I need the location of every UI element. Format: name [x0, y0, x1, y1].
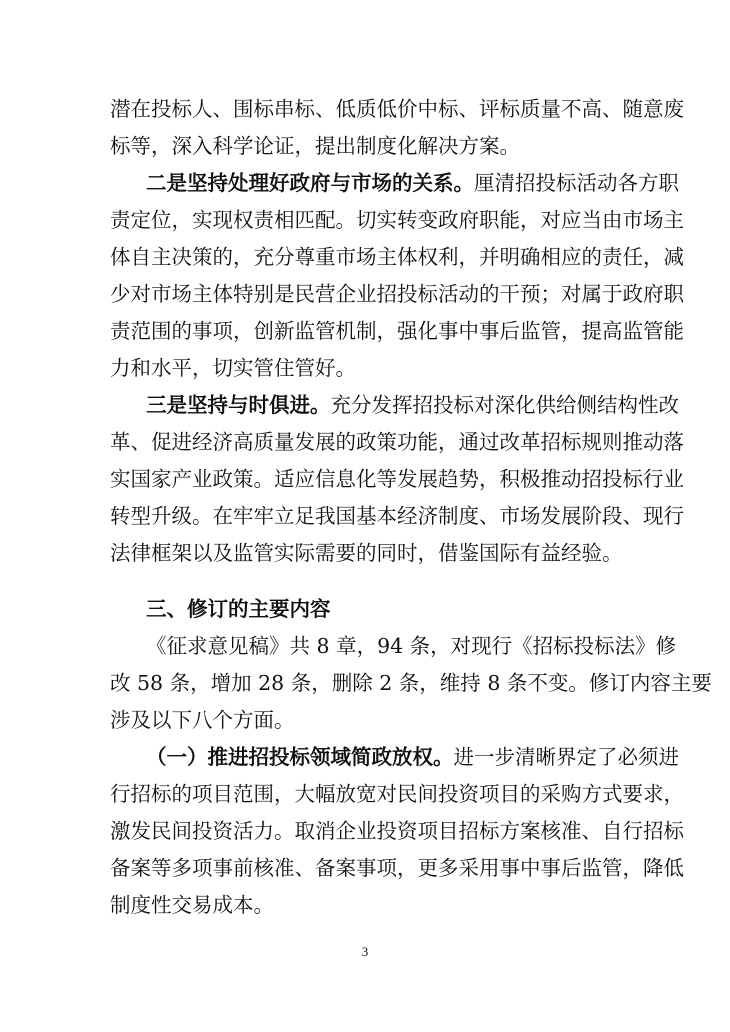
paragraph-line: 力和水平，切实管住管好。 — [110, 356, 356, 380]
paragraph-line: 责范围的事项，创新监管机制，强化事中事后监管，提高监管能 — [110, 319, 684, 343]
paragraph-line: 改 58 条，增加 28 条，删除 2 条，维持 8 条不变。修订内容主要 — [110, 671, 712, 695]
paragraph-line: 转型升级。在牢牢立足我国基本经济制度、市场发展阶段、现行 — [110, 504, 684, 528]
paragraph-text: 进一步清晰界定了必须进 — [453, 745, 679, 769]
paragraph-text: 充分发挥招投标对深化供给侧结构性改 — [330, 393, 679, 417]
paragraph-line: 涉及以下八个方面。 — [110, 708, 295, 732]
paragraph-line: 潜在投标人、围标串标、低质低价中标、评标质量不高、随意废 — [110, 97, 684, 121]
paragraph-line: 法律框架以及监管实际需要的同时，借鉴国际有益经验。 — [110, 541, 623, 565]
paragraph-line: 备案等多项事前核准、备案事项，更多采用事中事后监管，降低 — [110, 856, 684, 880]
paragraph-lead: 三是坚持与时俱进。 — [146, 393, 331, 417]
section-heading: 三、修订的主要内容 — [146, 597, 331, 621]
paragraph-lead: （一）推进招投标领域简政放权。 — [146, 745, 454, 769]
paragraph-lead: 二是坚持处理好政府与市场的关系。 — [146, 171, 474, 195]
paragraph-line: 革、促进经济高质量发展的政策功能，通过改革招标规则推动落 — [110, 430, 684, 454]
paragraph-first-line — [146, 168, 679, 198]
paragraph-line: 制度性交易成本。 — [110, 893, 274, 917]
paragraph-first-line — [146, 742, 679, 772]
paragraph-line: 少对市场主体特别是民营企业招投标活动的干预；对属于政府职 — [110, 282, 684, 306]
paragraph-line: 标等，深入科学论证，提出制度化解决方案。 — [110, 134, 520, 158]
paragraph-line: 行招标的项目范围，大幅放宽对民间投资项目的采购方式要求， — [110, 782, 684, 806]
paragraph-first-line: 《征求意见稿》共 8 章，94 条，对现行《招标投标法》修 — [146, 634, 677, 658]
paragraph-line: 责定位，实现权责相匹配。切实转变政府职能，对应当由市场主 — [110, 208, 684, 232]
paragraph-line: 激发民间投资活力。取消企业投资项目招标方案核准、自行招标 — [110, 819, 684, 843]
paragraph-line: 体自主决策的，充分尊重市场主体权利，并明确相应的责任，减 — [110, 245, 684, 269]
paragraph-text: 厘清招投标活动各方职 — [474, 171, 679, 195]
paragraph-line: 实国家产业政策。适应信息化等发展趋势，积极推动招投标行业 — [110, 467, 684, 491]
paragraph-first-line — [146, 390, 679, 420]
page-number: 3 — [361, 944, 369, 959]
